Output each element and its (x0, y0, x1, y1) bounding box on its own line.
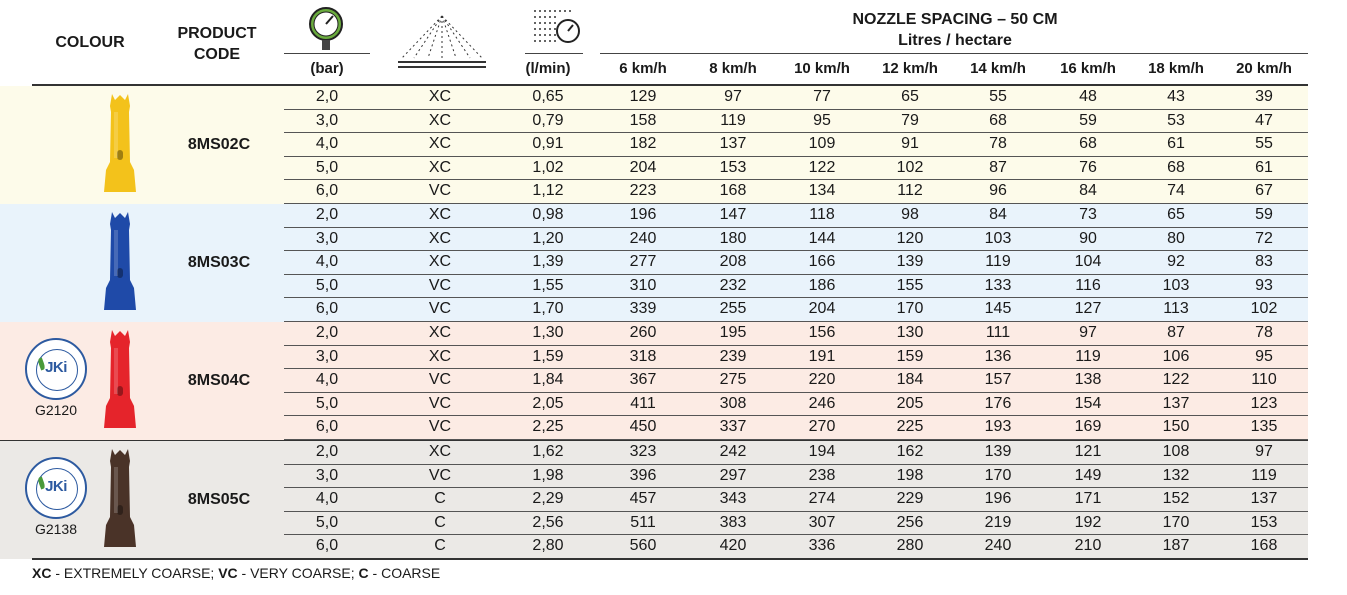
litres-hectare-subtitle: Litres / hectare (898, 32, 1012, 49)
table-cell: 65 (901, 88, 919, 105)
table-cell: 6,0 (315, 537, 339, 554)
table-cell: 1,62 (532, 443, 564, 460)
table-cell: 280 (896, 537, 924, 554)
table-cell: 68 (1079, 135, 1097, 152)
table-cell: 118 (809, 206, 835, 223)
table-row (284, 441, 1308, 465)
table-cell: 223 (629, 182, 657, 199)
header-nozzle-spacing (800, 9, 1110, 51)
table-cell: 134 (808, 182, 836, 199)
table-cell: 55 (1255, 135, 1273, 152)
table-cell: 5,0 (315, 513, 339, 531)
table-cell: 2,25 (532, 418, 564, 435)
table-cell: 240 (984, 537, 1012, 554)
table-cell: 204 (808, 300, 836, 317)
table-cell: 196 (629, 206, 657, 223)
table-cell: 176 (984, 394, 1012, 412)
table-cell: 111 (985, 324, 1011, 341)
table-cell: 187 (1162, 537, 1190, 554)
nozzle-image-cell (0, 86, 154, 204)
nozzle-spacing-rule (600, 53, 1308, 54)
table-cell: 158 (629, 111, 657, 129)
table-cell: 145 (984, 300, 1012, 317)
table-row (284, 416, 1308, 440)
table-cell: 90 (1079, 229, 1097, 247)
table-row (284, 488, 1308, 512)
table-cell: 4,0 (315, 253, 339, 270)
table-cell: 1,55 (532, 276, 564, 294)
table-cell: 337 (719, 418, 747, 435)
table-cell: 3,0 (315, 111, 339, 129)
table-cell: VC (428, 276, 452, 294)
table-cell: 84 (1079, 182, 1097, 199)
table-cell: 2,56 (532, 513, 564, 531)
table-cell: 323 (629, 443, 657, 460)
table-cell: 130 (896, 324, 924, 341)
table-cell: 159 (896, 347, 924, 365)
table-cell: 196 (984, 490, 1012, 507)
certification-code: G2120 (34, 402, 78, 418)
table-cell: XC (428, 324, 452, 341)
table-cell: 97 (724, 88, 742, 105)
table-cell: 153 (1250, 513, 1278, 531)
table-cell: 139 (984, 443, 1012, 460)
table-cell: 166 (808, 253, 836, 270)
table-cell: 149 (1074, 466, 1102, 484)
column-header-0: (bar) (310, 60, 344, 77)
table-cell: 55 (989, 88, 1007, 105)
table-cell: 229 (896, 490, 924, 507)
table-cell: 168 (1250, 537, 1278, 554)
table-cell: 112 (897, 182, 923, 199)
table-cell: 219 (984, 513, 1012, 531)
table-cell: 1,20 (532, 229, 564, 247)
table-cell: 119 (1075, 347, 1101, 365)
column-header-2: (l/min) (525, 60, 571, 77)
table-cell: 168 (719, 182, 747, 199)
table-cell: 270 (808, 418, 836, 435)
table-row (284, 180, 1308, 204)
nozzle-image-cell (0, 322, 154, 440)
nozzle-icon (100, 328, 140, 434)
table-cell: XC (428, 253, 452, 270)
table-cell: 133 (984, 276, 1012, 294)
certification-badge (16, 457, 96, 537)
table-row (284, 204, 1308, 228)
table-cell: 5,0 (315, 276, 339, 294)
table-cell: 4,0 (315, 490, 339, 507)
table-cell: 3,0 (315, 466, 339, 484)
table-row (284, 322, 1308, 346)
table-cell: 240 (629, 229, 657, 247)
table-cell: 132 (1162, 466, 1190, 484)
table-cell: 98 (901, 206, 919, 223)
table-cell: 77 (813, 88, 831, 105)
table-cell: 6,0 (315, 182, 339, 199)
table-cell: 74 (1167, 182, 1185, 199)
table-cell: 39 (1255, 88, 1273, 105)
table-cell: 193 (984, 418, 1012, 435)
legend (32, 565, 440, 581)
table-cell: 97 (1255, 443, 1273, 460)
table-cell: 61 (1255, 158, 1273, 176)
table-cell: 343 (719, 490, 747, 507)
nozzle-icon (100, 210, 140, 316)
table-cell: 208 (719, 253, 747, 270)
nozzle-group-8ms04c (0, 322, 1308, 440)
table-cell: 102 (1250, 300, 1278, 317)
table-cell: 180 (719, 229, 747, 247)
pressure-gauge-icon (306, 6, 346, 57)
table-cell: 113 (1163, 300, 1189, 317)
column-header-8: 16 km/h (1060, 60, 1116, 77)
table-cell: C (434, 513, 446, 531)
nozzle-image-cell (0, 204, 154, 322)
table-cell: 83 (1255, 253, 1273, 270)
column-header-4: 8 km/h (709, 60, 757, 77)
data-rows (284, 86, 1308, 204)
legend-c-text: - COARSE (368, 565, 441, 581)
table-row (284, 298, 1308, 322)
table-cell: 297 (719, 466, 747, 484)
table-cell: VC (428, 466, 452, 484)
table-cell: XC (428, 347, 452, 365)
column-header-9: 18 km/h (1148, 60, 1204, 77)
table-cell: 91 (901, 135, 919, 152)
table-cell: 3,0 (315, 229, 339, 247)
table-cell: 122 (1162, 371, 1190, 388)
table-cell: 78 (1255, 324, 1273, 341)
table-row (284, 251, 1308, 275)
table-cell: 152 (1162, 490, 1190, 507)
table-cell: 210 (1074, 537, 1102, 554)
table-cell: 123 (1250, 394, 1278, 412)
table-cell: 87 (989, 158, 1007, 176)
seal-jki-text: JKi (45, 478, 67, 495)
table-cell: 0,65 (532, 88, 564, 105)
nozzle-group-8ms02c (0, 86, 1308, 204)
header-colour: COLOUR (55, 34, 125, 51)
table-cell: 154 (1074, 394, 1102, 412)
product-code: 8MS04C (187, 372, 251, 389)
table-cell: 367 (629, 371, 657, 388)
table-cell: 137 (1250, 490, 1278, 507)
table-cell: 411 (630, 394, 656, 412)
table-cell: 238 (808, 466, 836, 484)
table-cell: 246 (808, 394, 836, 412)
table-cell: 2,29 (532, 490, 564, 507)
table-cell: 135 (1250, 418, 1278, 435)
table-cell: 59 (1255, 206, 1273, 223)
table-cell: 162 (896, 443, 924, 460)
table-cell: XC (428, 135, 452, 152)
table-cell: 171 (1074, 490, 1102, 507)
table-cell: 277 (629, 253, 657, 270)
table-cell: 170 (896, 300, 924, 317)
table-cell: 109 (808, 135, 836, 152)
table-cell: 170 (984, 466, 1012, 484)
certification-seal-icon (25, 457, 87, 519)
table-bottom-separator (32, 558, 1308, 560)
table-cell: 0,79 (532, 111, 564, 129)
table-cell: VC (428, 418, 452, 435)
column-header-6: 12 km/h (882, 60, 938, 77)
certification-seal-icon (25, 338, 87, 400)
table-cell: XC (428, 443, 452, 460)
table-row (284, 393, 1308, 417)
table-cell: 129 (629, 88, 657, 105)
table-cell: 47 (1255, 111, 1273, 129)
table-cell: 420 (719, 537, 747, 554)
table-cell: 61 (1167, 135, 1185, 152)
table-cell: 1,39 (532, 253, 564, 270)
table-cell: 108 (1162, 443, 1190, 460)
table-cell: 560 (629, 537, 657, 554)
table-cell: 383 (719, 513, 747, 531)
header-product-code-line2: CODE (193, 46, 241, 63)
product-code: 8MS05C (187, 491, 251, 508)
column-header-3: 6 km/h (619, 60, 667, 77)
table-cell: 2,0 (315, 324, 339, 341)
table-cell: 72 (1255, 229, 1273, 247)
table-cell: 137 (1162, 394, 1190, 412)
table-cell: 121 (1074, 443, 1102, 460)
table-row (284, 86, 1308, 110)
table-cell: 0,91 (532, 135, 564, 152)
flow-rule (525, 53, 583, 54)
table-cell: 225 (896, 418, 924, 435)
table-cell: 59 (1079, 111, 1097, 129)
table-cell: 220 (808, 371, 836, 388)
table-row (284, 369, 1308, 393)
table-cell: 5,0 (315, 158, 339, 176)
table-cell: 80 (1167, 229, 1185, 247)
legend-xc-abbr: XC (32, 565, 52, 581)
table-cell: 53 (1167, 111, 1185, 129)
table-cell: 1,12 (532, 182, 564, 199)
table-cell: 144 (808, 229, 836, 247)
nozzle-image-cell (0, 441, 154, 559)
table-cell: 48 (1079, 88, 1097, 105)
table-cell: VC (428, 182, 452, 199)
nozzle-group-8ms03c (0, 204, 1308, 322)
seal-jki-text: JKi (45, 359, 67, 376)
table-cell: 184 (896, 371, 924, 388)
table-cell: 92 (1167, 253, 1185, 270)
table-cell: 182 (629, 135, 657, 152)
table-cell: C (434, 537, 446, 554)
table-cell: XC (428, 158, 452, 176)
data-rows (284, 204, 1308, 322)
table-cell: 137 (719, 135, 747, 152)
table-cell: 169 (1074, 418, 1102, 435)
table-cell: XC (428, 229, 452, 247)
table-cell: 147 (719, 206, 747, 223)
table-cell: 336 (808, 537, 836, 554)
column-header-row (284, 60, 1308, 82)
product-code: 8MS03C (187, 254, 251, 271)
table-cell: 239 (719, 347, 747, 365)
table-cell: 87 (1167, 324, 1185, 341)
table-row (284, 535, 1308, 559)
table-cell: 136 (984, 347, 1012, 365)
table-row (284, 157, 1308, 181)
table-cell: 68 (989, 111, 1007, 129)
table-cell: 274 (808, 490, 836, 507)
legend-xc-text: - EXTREMELY COARSE; (51, 565, 219, 581)
table-cell: 205 (896, 394, 924, 412)
column-header-5: 10 km/h (794, 60, 850, 77)
table-row (284, 133, 1308, 157)
table-row (284, 512, 1308, 536)
table-cell: XC (428, 206, 452, 223)
table-cell: 195 (719, 324, 747, 341)
table-cell: 2,0 (315, 443, 339, 460)
table-cell: 511 (630, 513, 656, 531)
table-cell: VC (428, 371, 452, 388)
nozzle-icon (100, 92, 140, 198)
legend-vc-abbr: VC (218, 565, 238, 581)
column-header-7: 14 km/h (970, 60, 1026, 77)
table-row (284, 346, 1308, 370)
table-cell: 186 (808, 276, 836, 294)
table-cell: 0,98 (532, 206, 564, 223)
table-cell: 457 (629, 490, 657, 507)
table-cell: 198 (896, 466, 924, 484)
table-cell: 79 (901, 111, 919, 129)
table-cell: XC (428, 111, 452, 129)
certification-code: G2138 (34, 521, 78, 537)
table-cell: 310 (629, 276, 657, 294)
header-product-code-line1: PRODUCT (177, 25, 257, 42)
table-cell: 65 (1167, 206, 1185, 223)
table-cell: 93 (1255, 276, 1273, 294)
product-code: 8MS02C (187, 136, 251, 153)
table-row (284, 465, 1308, 489)
table-cell: 256 (896, 513, 924, 531)
table-cell: 96 (989, 182, 1007, 199)
nozzle-icon (100, 447, 140, 553)
table-cell: 156 (808, 324, 836, 341)
table-cell: 110 (1251, 371, 1277, 388)
table-cell: 339 (629, 300, 657, 317)
table-cell: 95 (813, 111, 831, 129)
table-cell: 4,0 (315, 371, 339, 388)
legend-c-abbr: C (358, 565, 369, 581)
flow-rate-gauge-icon (532, 7, 582, 54)
table-cell: 116 (1075, 276, 1101, 294)
table-cell: 67 (1255, 182, 1273, 199)
table-cell: 102 (896, 158, 924, 176)
table-cell: 103 (984, 229, 1012, 247)
column-header-10: 20 km/h (1236, 60, 1292, 77)
table-cell: 84 (989, 206, 1007, 223)
table-cell: 153 (719, 158, 747, 176)
table-cell: 157 (984, 371, 1012, 388)
table-cell: 68 (1167, 158, 1185, 176)
table-cell: 2,80 (532, 537, 564, 554)
table-cell: 242 (719, 443, 747, 460)
table-cell: 308 (719, 394, 747, 412)
table-cell: 170 (1162, 513, 1190, 531)
table-cell: 6,0 (315, 300, 339, 317)
table-cell: 95 (1255, 347, 1273, 365)
certification-badge (16, 338, 96, 418)
table-cell: 396 (629, 466, 657, 484)
table-cell: VC (428, 300, 452, 317)
table-cell: 5,0 (315, 394, 339, 412)
table-cell: 1,59 (532, 347, 564, 365)
nozzle-group-8ms05c (0, 441, 1308, 559)
pressure-rule (284, 53, 370, 54)
table-cell: 138 (1074, 371, 1102, 388)
table-cell: 191 (808, 347, 836, 365)
nozzle-spacing-title: NOZZLE SPACING – 50 CM (852, 11, 1058, 28)
table-cell: 2,0 (315, 88, 339, 105)
table-cell: 232 (719, 276, 747, 294)
table-cell: 2,05 (532, 394, 564, 412)
table-cell: 450 (629, 418, 657, 435)
table-cell: 204 (629, 158, 657, 176)
table-cell: 275 (719, 371, 747, 388)
table-cell: 194 (808, 443, 836, 460)
table-cell: 1,02 (532, 158, 564, 176)
table-cell: 318 (629, 347, 657, 365)
table-cell: 119 (985, 253, 1011, 270)
table-cell: 3,0 (315, 347, 339, 365)
table-cell: 106 (1162, 347, 1190, 365)
table-row (284, 275, 1308, 299)
table-cell: 4,0 (315, 135, 339, 152)
legend-vc-text: - VERY COARSE; (237, 565, 359, 581)
table-cell: 119 (1251, 466, 1277, 484)
table-cell: XC (428, 88, 452, 105)
table-cell: 255 (719, 300, 747, 317)
table-cell: 307 (808, 513, 836, 531)
table-cell: 97 (1079, 324, 1097, 341)
table-cell: 1,84 (532, 371, 564, 388)
table-cell: 1,30 (532, 324, 564, 341)
table-cell: 1,98 (532, 466, 564, 484)
table-cell: 2,0 (315, 206, 339, 223)
table-cell: 260 (629, 324, 657, 341)
table-cell: 1,70 (532, 300, 564, 317)
table-cell: 120 (896, 229, 924, 247)
table-cell: VC (428, 394, 452, 412)
table-cell: 155 (896, 276, 924, 294)
table-cell: 76 (1079, 158, 1097, 176)
table-cell: 103 (1162, 276, 1190, 294)
table-row (284, 110, 1308, 134)
table-cell: 139 (896, 253, 924, 270)
table-cell: 119 (720, 111, 746, 129)
data-rows (284, 441, 1308, 559)
data-rows (284, 322, 1308, 440)
table-row (284, 228, 1308, 252)
table-cell: 127 (1074, 300, 1102, 317)
table-cell: 78 (989, 135, 1007, 152)
table-cell: C (434, 490, 446, 507)
table-cell: 6,0 (315, 418, 339, 435)
table-cell: 43 (1167, 88, 1185, 105)
table-cell: 104 (1074, 253, 1102, 270)
table-cell: 122 (808, 158, 836, 176)
table-cell: 73 (1079, 206, 1097, 223)
table-cell: 192 (1074, 513, 1102, 531)
header-product-code (162, 23, 272, 65)
table-cell: 150 (1162, 418, 1190, 435)
